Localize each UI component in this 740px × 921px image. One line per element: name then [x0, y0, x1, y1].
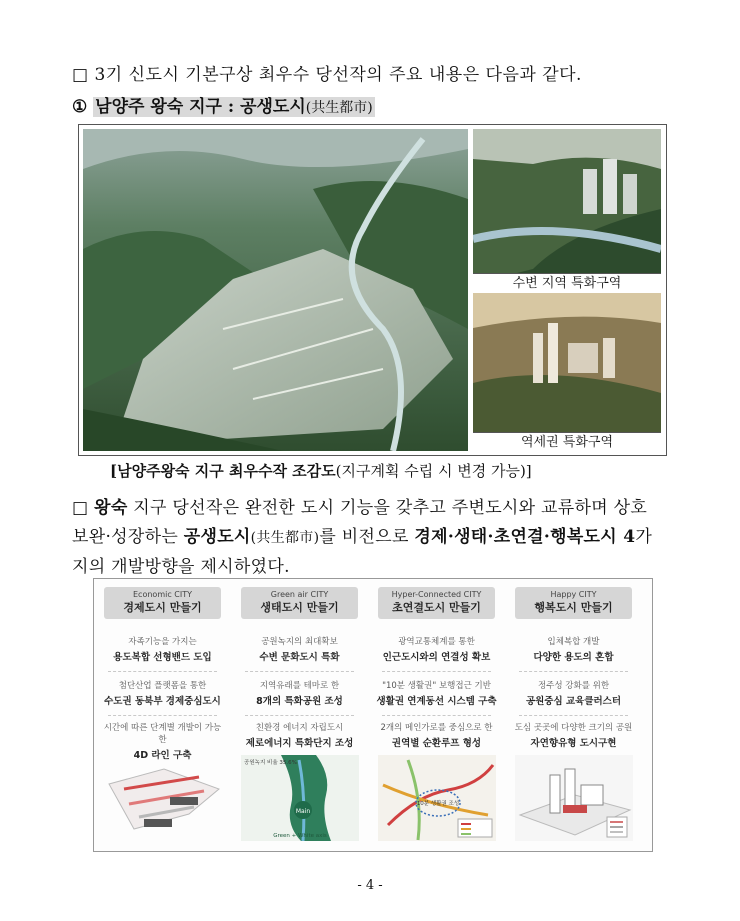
column-header	[241, 587, 358, 619]
divider	[245, 715, 354, 716]
intro-line: □ 3기 신도시 기본구상 최우수 당선작의 주요 내용은 다음과 같다.	[72, 65, 582, 85]
list-item	[374, 635, 499, 663]
eco-green-label: 공원녹지 비율 35.6%	[244, 760, 297, 766]
column-happy	[511, 587, 636, 843]
item-main: 생활권 연계동선 시스템 구축	[376, 696, 497, 707]
item-sub: 입체복합 개발	[547, 637, 600, 647]
column-header-kr: 경제도시 만들기	[123, 601, 202, 614]
list-item	[511, 721, 636, 749]
item-main: 8개의 특화공원 조성	[256, 696, 343, 707]
item-sub: 지역유래를 테마로 한	[259, 681, 340, 691]
item-main: 인근도시와의 연결성 확보	[382, 652, 491, 663]
divider	[519, 671, 628, 672]
item-main: 다양한 용도의 혼합	[533, 652, 614, 663]
item-sub: 광역교통체계를 통한	[398, 637, 475, 647]
item-sub: 시간에 따른 단계별 개발이 가능한	[103, 723, 222, 745]
item-main: 자연향유형 도시구현	[530, 738, 617, 749]
column-header-kr: 행복도시 만들기	[534, 601, 613, 614]
section-heading	[72, 92, 375, 117]
station-zone-label: 역세권 특화구역	[473, 432, 661, 453]
para-text-2: 를 비전으로	[319, 527, 415, 547]
column-header-en: Happy CITY	[550, 590, 597, 599]
para-wangsuk: 왕숙	[94, 498, 128, 518]
main-aerial-image	[83, 129, 468, 451]
column-header-en: Economic CITY	[133, 590, 192, 599]
aerial-figure	[78, 124, 667, 456]
item-sub: 친환경 에너지 자립도시	[255, 723, 344, 733]
para-box: □	[72, 498, 89, 518]
column-header	[515, 587, 632, 619]
item-sub: 자족기능을 가지는	[128, 637, 197, 647]
list-item	[511, 679, 636, 707]
item-main: 4D 라인 구축	[133, 750, 192, 761]
happy-diagram	[515, 755, 633, 841]
list-item	[100, 721, 225, 761]
item-main: 용도복합 선형밴드 도입	[113, 652, 212, 663]
item-sub: 2개의 메인가로를 중심으로 한	[380, 723, 493, 733]
para-hanja: (共生都市)	[250, 530, 320, 546]
item-sub: 공원녹지의 최대확보	[261, 637, 338, 647]
column-hyper	[374, 587, 499, 843]
para-four: 4	[617, 527, 636, 547]
item-main: 수도권 동북부 경제중심도시	[104, 696, 221, 707]
item-main: 공원중심 교육클러스터	[525, 696, 622, 707]
list-item	[374, 679, 499, 707]
page-number: - 4 -	[357, 878, 383, 893]
column-economic	[100, 587, 225, 843]
item-sub: "10분 생활권" 보행접근 기반	[382, 681, 491, 691]
list-item	[237, 679, 362, 707]
four-cities-panel	[93, 578, 653, 852]
column-header	[104, 587, 221, 619]
column-header	[378, 587, 495, 619]
station-zone-image	[473, 293, 661, 433]
caption-bold: [남양주왕숙 지구 최우수작 조감도	[110, 462, 336, 480]
section-title-hanja: (共生都市)	[305, 100, 373, 116]
column-header-en: Hyper-Connected CITY	[391, 590, 482, 599]
waterfront-zone-image	[473, 129, 661, 274]
list-item	[374, 721, 499, 749]
economic-diagram	[104, 759, 222, 839]
divider	[382, 671, 491, 672]
divider	[108, 671, 217, 672]
item-main: 수변 문화도시 특화	[259, 652, 340, 663]
item-main: 권역별 순환루프 형성	[391, 738, 482, 749]
item-sub: 정주성 강화를 위한	[537, 681, 610, 691]
waterfront-zone-label: 수변 지역 특화구역	[473, 273, 661, 295]
list-item	[237, 721, 362, 749]
item-sub: 도심 곳곳에 다양한 크기의 공원	[514, 723, 633, 733]
list-item	[511, 635, 636, 663]
section-title-highlight	[93, 97, 375, 117]
green-diagram	[241, 755, 359, 841]
divider	[108, 715, 217, 716]
column-green	[237, 587, 362, 843]
hyper-center-label: 10분 생활권 조성	[416, 801, 460, 807]
column-header-kr: 초연결도시 만들기	[392, 601, 481, 614]
list-item	[100, 679, 225, 707]
divider	[382, 715, 491, 716]
column-header-en: Green air CITY	[270, 590, 329, 599]
section-title: 남양주 왕숙 지구 : 공생도시	[95, 97, 306, 117]
item-sub: 첨단산업 플랫폼을 통한	[118, 681, 207, 691]
section-marker: ①	[72, 97, 88, 117]
para-symbiosis: 공생도시	[183, 527, 251, 547]
para-text-1: 지구 당선작은 완전한 도시 기능을 갖추고 주변도시와 교류하며 상호보완·성장하는	[72, 498, 648, 547]
eco-axis-label: Green + White axis	[273, 833, 327, 839]
divider	[519, 715, 628, 716]
list-item	[100, 635, 225, 663]
para-four-cities: 경제·생태·초연결·행복도시	[414, 527, 618, 547]
para-text-3: 가지의 개발방향을 제시하였다.	[72, 527, 653, 577]
list-item	[237, 635, 362, 663]
item-main: 제로에너지 특화단지 조성	[245, 738, 354, 749]
divider	[245, 671, 354, 672]
hyper-diagram	[378, 755, 496, 841]
figure-caption	[110, 460, 532, 481]
eco-main-label: Main	[295, 808, 311, 815]
column-header-kr: 생태도시 만들기	[260, 601, 339, 614]
caption-rest: (지구계획 수립 시 변경 가능)]	[335, 462, 532, 480]
vision-paragraph	[72, 494, 662, 582]
